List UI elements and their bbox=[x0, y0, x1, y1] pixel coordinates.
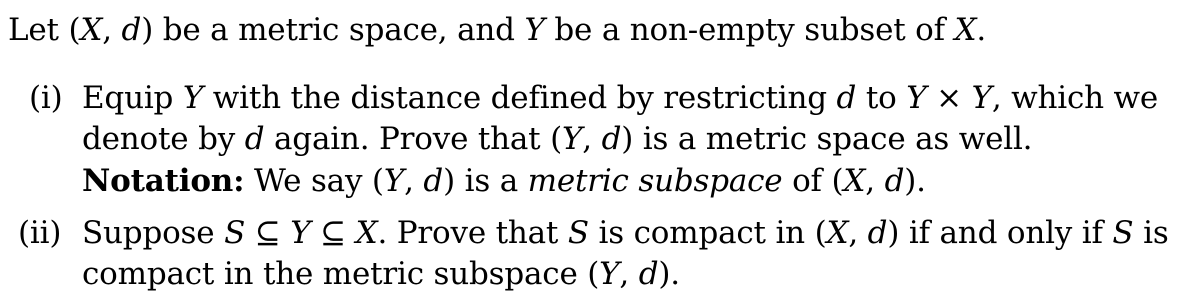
text: be a non-empty subset of bbox=[544, 12, 955, 48]
math-Y: Y bbox=[290, 215, 311, 251]
text: with the distance defined by restricting bbox=[203, 80, 837, 116]
text: , bbox=[619, 256, 639, 292]
text: ). bbox=[658, 256, 680, 292]
item-i-line-2 bbox=[82, 121, 1032, 157]
text: . bbox=[976, 12, 987, 48]
text: ) is a bbox=[443, 163, 528, 199]
text: , bbox=[582, 121, 602, 157]
text: We say ( bbox=[244, 163, 384, 199]
math-X: X bbox=[826, 215, 849, 251]
item-label-ii: (ii) bbox=[18, 215, 62, 251]
text: is bbox=[1133, 215, 1169, 251]
defined-term: metric subspace bbox=[527, 163, 783, 199]
math-X: X bbox=[80, 12, 103, 48]
text: . Prove that bbox=[377, 215, 568, 251]
math-d: d bbox=[601, 121, 622, 157]
text: , which we bbox=[991, 80, 1159, 116]
notation-label: Notation: bbox=[82, 163, 245, 199]
text: ) if and only if bbox=[887, 215, 1113, 251]
text: , bbox=[404, 163, 424, 199]
math-d: d bbox=[867, 215, 888, 251]
text: to bbox=[856, 80, 907, 116]
item-i-line-1 bbox=[82, 80, 1158, 116]
item-ii-line-2 bbox=[82, 256, 680, 292]
math-X: X bbox=[355, 215, 378, 251]
math-S: S bbox=[567, 215, 589, 251]
intro-line bbox=[8, 12, 986, 48]
math-Y: Y bbox=[971, 80, 992, 116]
text: ). bbox=[904, 163, 926, 199]
text: Equip bbox=[82, 80, 183, 116]
text: , bbox=[865, 163, 885, 199]
math-Y: Y bbox=[561, 121, 583, 157]
math-Y: Y bbox=[599, 256, 620, 292]
text: denote by bbox=[82, 121, 245, 157]
text: , bbox=[102, 12, 122, 48]
math-d: d bbox=[884, 163, 905, 199]
math-X: X bbox=[843, 163, 866, 199]
math-d: d bbox=[244, 121, 265, 157]
math-Y: Y bbox=[182, 80, 204, 116]
math-subseteq: ⊆ bbox=[310, 215, 356, 251]
text: , bbox=[848, 215, 868, 251]
math-subseteq: ⊆ bbox=[245, 215, 291, 251]
math-S: S bbox=[224, 215, 246, 251]
math-d: d bbox=[836, 80, 857, 116]
text: of ( bbox=[782, 163, 844, 199]
text: is compact in ( bbox=[588, 215, 827, 251]
item-ii-line-1 bbox=[82, 215, 1169, 251]
math-X: X bbox=[954, 12, 977, 48]
math-S: S bbox=[1112, 215, 1134, 251]
math-d: d bbox=[638, 256, 659, 292]
text: Let ( bbox=[8, 12, 81, 48]
text: Suppose bbox=[82, 215, 225, 251]
text: ) be a metric space, and bbox=[141, 12, 525, 48]
text: compact in the metric subspace ( bbox=[82, 256, 600, 292]
math-Y: Y bbox=[383, 163, 405, 199]
item-i-line-3 bbox=[82, 163, 926, 199]
text: again. Prove that ( bbox=[264, 121, 562, 157]
math-times: × bbox=[926, 80, 972, 116]
math-d: d bbox=[121, 12, 142, 48]
text: ) is a metric space as well. bbox=[621, 121, 1033, 157]
math-Y: Y bbox=[524, 12, 545, 48]
item-label-i: (i) bbox=[29, 80, 63, 116]
math-Y: Y bbox=[906, 80, 927, 116]
math-d: d bbox=[423, 163, 444, 199]
